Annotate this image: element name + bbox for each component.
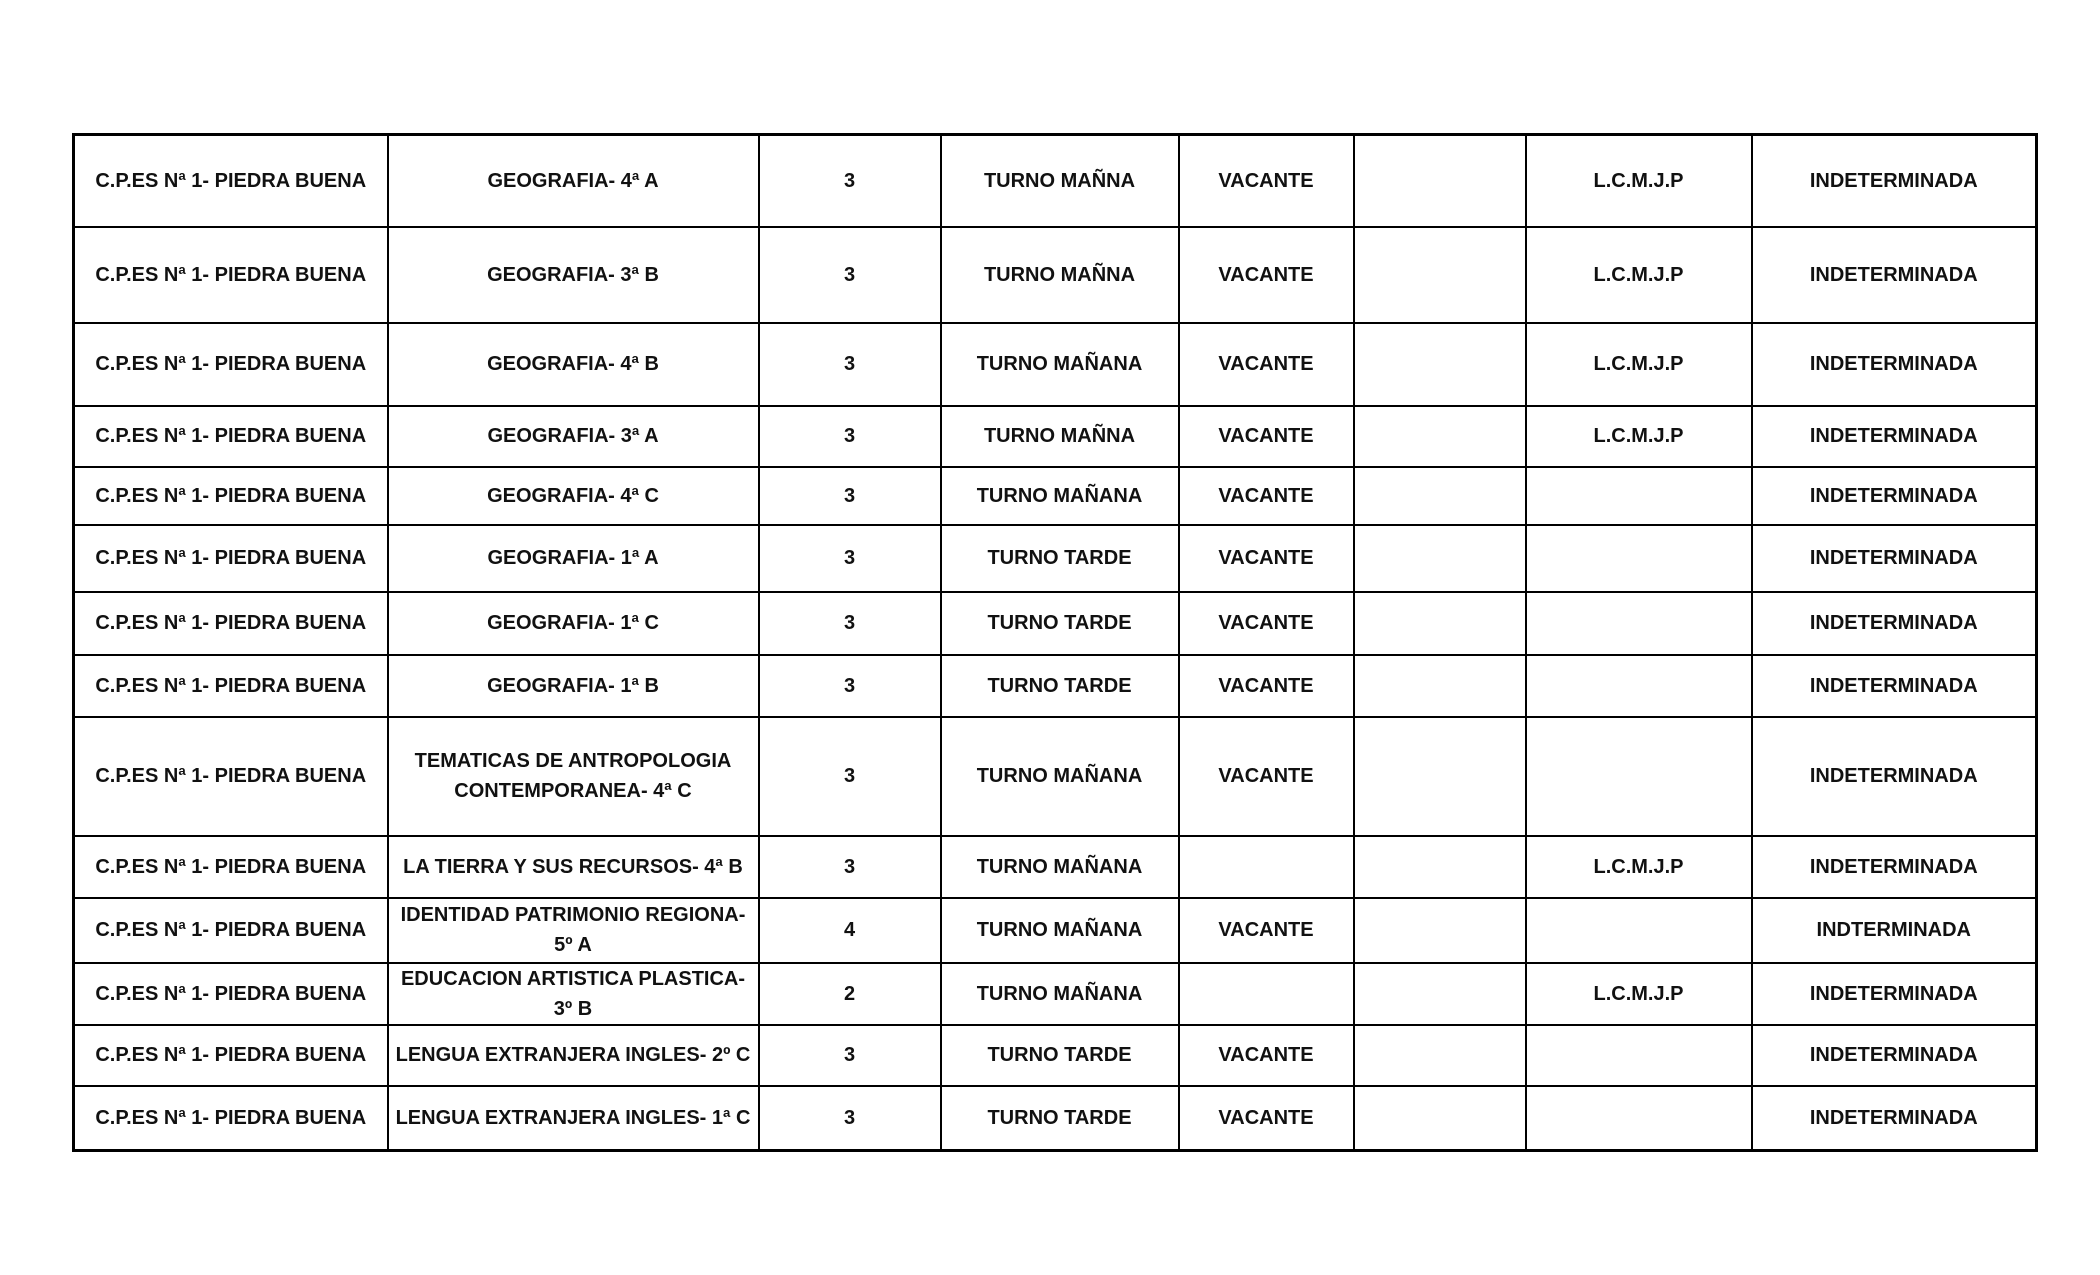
hours-cell: 3 (759, 135, 941, 227)
subject-cell: GEOGRAFIA- 4ª B (388, 323, 759, 406)
duration-cell: INDETERMINADA (1752, 135, 2037, 227)
duration-cell: INDETERMINADA (1752, 406, 2037, 467)
duration-cell: INDETERMINADA (1752, 655, 2037, 717)
status-cell: VACANTE (1179, 227, 1354, 323)
school-cell: C.P.ES Nª 1- PIEDRA BUENA (74, 406, 388, 467)
leave-cell (1526, 525, 1752, 592)
shift-cell: TURNO MAÑANA (941, 963, 1179, 1025)
leave-cell: L.C.M.J.P (1526, 135, 1752, 227)
shift-cell: TURNO MAÑNA (941, 227, 1179, 323)
leave-cell (1526, 1025, 1752, 1086)
duration-cell: INDETERMINADA (1752, 1086, 2037, 1151)
extra-cell (1354, 467, 1526, 525)
subject-cell: GEOGRAFIA- 1ª C (388, 592, 759, 655)
hours-cell: 4 (759, 898, 941, 963)
extra-cell (1354, 525, 1526, 592)
extra-cell (1354, 323, 1526, 406)
status-cell: VACANTE (1179, 135, 1354, 227)
shift-cell: TURNO MAÑANA (941, 836, 1179, 898)
table-row (74, 467, 2037, 525)
shift-cell: TURNO TARDE (941, 1086, 1179, 1151)
extra-cell (1354, 836, 1526, 898)
status-cell: VACANTE (1179, 323, 1354, 406)
shift-cell: TURNO TARDE (941, 592, 1179, 655)
table-row (74, 1086, 2037, 1151)
school-cell: C.P.ES Nª 1- PIEDRA BUENA (74, 655, 388, 717)
status-cell: VACANTE (1179, 525, 1354, 592)
extra-cell (1354, 717, 1526, 836)
extra-cell (1354, 1025, 1526, 1086)
extra-cell (1354, 592, 1526, 655)
table-row (74, 963, 2037, 1025)
subject-cell: GEOGRAFIA- 4ª C (388, 467, 759, 525)
subject-cell: IDENTIDAD PATRIMONIO REGIONA- 5º A (388, 898, 759, 963)
table-row (74, 135, 2037, 227)
duration-cell: INDETERMINADA (1752, 836, 2037, 898)
hours-cell: 3 (759, 525, 941, 592)
subject-cell: GEOGRAFIA- 3ª B (388, 227, 759, 323)
hours-cell: 3 (759, 1025, 941, 1086)
school-cell: C.P.ES Nª 1- PIEDRA BUENA (74, 227, 388, 323)
duration-cell: INDETERMINADA (1752, 717, 2037, 836)
school-cell: C.P.ES Nª 1- PIEDRA BUENA (74, 592, 388, 655)
subject-cell: EDUCACION ARTISTICA PLASTICA- 3º B (388, 963, 759, 1025)
leave-cell: L.C.M.J.P (1526, 836, 1752, 898)
leave-cell: L.C.M.J.P (1526, 227, 1752, 323)
subject-cell: GEOGRAFIA- 1ª A (388, 525, 759, 592)
status-cell (1179, 963, 1354, 1025)
duration-cell: INDETERMINADA (1752, 467, 2037, 525)
status-cell: VACANTE (1179, 717, 1354, 836)
school-cell: C.P.ES Nª 1- PIEDRA BUENA (74, 898, 388, 963)
shift-cell: TURNO MAÑNA (941, 406, 1179, 467)
hours-cell: 3 (759, 717, 941, 836)
status-cell: VACANTE (1179, 1025, 1354, 1086)
status-cell: VACANTE (1179, 406, 1354, 467)
hours-cell: 3 (759, 836, 941, 898)
duration-cell: INDTERMINADA (1752, 898, 2037, 963)
duration-cell: INDETERMINADA (1752, 227, 2037, 323)
extra-cell (1354, 406, 1526, 467)
hours-cell: 3 (759, 467, 941, 525)
leave-cell (1526, 1086, 1752, 1151)
school-cell: C.P.ES Nª 1- PIEDRA BUENA (74, 467, 388, 525)
table-row (74, 525, 2037, 592)
table-row (74, 898, 2037, 963)
extra-cell (1354, 655, 1526, 717)
vacancy-table (72, 133, 2038, 1152)
status-cell: VACANTE (1179, 1086, 1354, 1151)
table-body (74, 135, 2037, 1151)
school-cell: C.P.ES Nª 1- PIEDRA BUENA (74, 836, 388, 898)
table-row (74, 592, 2037, 655)
school-cell: C.P.ES Nª 1- PIEDRA BUENA (74, 1086, 388, 1151)
subject-cell: GEOGRAFIA- 4ª A (388, 135, 759, 227)
table-row (74, 1025, 2037, 1086)
hours-cell: 3 (759, 655, 941, 717)
status-cell: VACANTE (1179, 655, 1354, 717)
shift-cell: TURNO TARDE (941, 655, 1179, 717)
leave-cell (1526, 592, 1752, 655)
subject-cell: LA TIERRA Y SUS RECURSOS- 4ª B (388, 836, 759, 898)
status-cell: VACANTE (1179, 592, 1354, 655)
subject-cell: GEOGRAFIA- 3ª A (388, 406, 759, 467)
table-row (74, 717, 2037, 836)
hours-cell: 3 (759, 406, 941, 467)
table-row (74, 227, 2037, 323)
subject-cell: GEOGRAFIA- 1ª B (388, 655, 759, 717)
extra-cell (1354, 898, 1526, 963)
table-row (74, 655, 2037, 717)
shift-cell: TURNO MAÑANA (941, 898, 1179, 963)
school-cell: C.P.ES Nª 1- PIEDRA BUENA (74, 525, 388, 592)
duration-cell: INDETERMINADA (1752, 592, 2037, 655)
leave-cell: L.C.M.J.P (1526, 963, 1752, 1025)
duration-cell: INDETERMINADA (1752, 1025, 2037, 1086)
school-cell: C.P.ES Nª 1- PIEDRA BUENA (74, 717, 388, 836)
leave-cell: L.C.M.J.P (1526, 323, 1752, 406)
table-row (74, 406, 2037, 467)
leave-cell (1526, 467, 1752, 525)
duration-cell: INDETERMINADA (1752, 963, 2037, 1025)
subject-cell: LENGUA EXTRANJERA INGLES- 2º C (388, 1025, 759, 1086)
leave-cell (1526, 717, 1752, 836)
hours-cell: 3 (759, 227, 941, 323)
status-cell (1179, 836, 1354, 898)
hours-cell: 2 (759, 963, 941, 1025)
table-row (74, 836, 2037, 898)
shift-cell: TURNO MAÑANA (941, 323, 1179, 406)
subject-cell: TEMATICAS DE ANTROPOLOGIA CONTEMPORANEA- 4ª C (388, 717, 759, 836)
extra-cell (1354, 963, 1526, 1025)
school-cell: C.P.ES Nª 1- PIEDRA BUENA (74, 963, 388, 1025)
shift-cell: TURNO TARDE (941, 1025, 1179, 1086)
hours-cell: 3 (759, 323, 941, 406)
leave-cell (1526, 898, 1752, 963)
status-cell: VACANTE (1179, 898, 1354, 963)
shift-cell: TURNO MAÑANA (941, 467, 1179, 525)
hours-cell: 3 (759, 592, 941, 655)
extra-cell (1354, 1086, 1526, 1151)
duration-cell: INDETERMINADA (1752, 525, 2037, 592)
subject-cell: LENGUA EXTRANJERA INGLES- 1ª C (388, 1086, 759, 1151)
status-cell: VACANTE (1179, 467, 1354, 525)
school-cell: C.P.ES Nª 1- PIEDRA BUENA (74, 135, 388, 227)
school-cell: C.P.ES Nª 1- PIEDRA BUENA (74, 323, 388, 406)
table-row (74, 323, 2037, 406)
hours-cell: 3 (759, 1086, 941, 1151)
leave-cell: L.C.M.J.P (1526, 406, 1752, 467)
shift-cell: TURNO MAÑANA (941, 717, 1179, 836)
leave-cell (1526, 655, 1752, 717)
duration-cell: INDETERMINADA (1752, 323, 2037, 406)
school-cell: C.P.ES Nª 1- PIEDRA BUENA (74, 1025, 388, 1086)
shift-cell: TURNO TARDE (941, 525, 1179, 592)
extra-cell (1354, 135, 1526, 227)
extra-cell (1354, 227, 1526, 323)
shift-cell: TURNO MAÑNA (941, 135, 1179, 227)
